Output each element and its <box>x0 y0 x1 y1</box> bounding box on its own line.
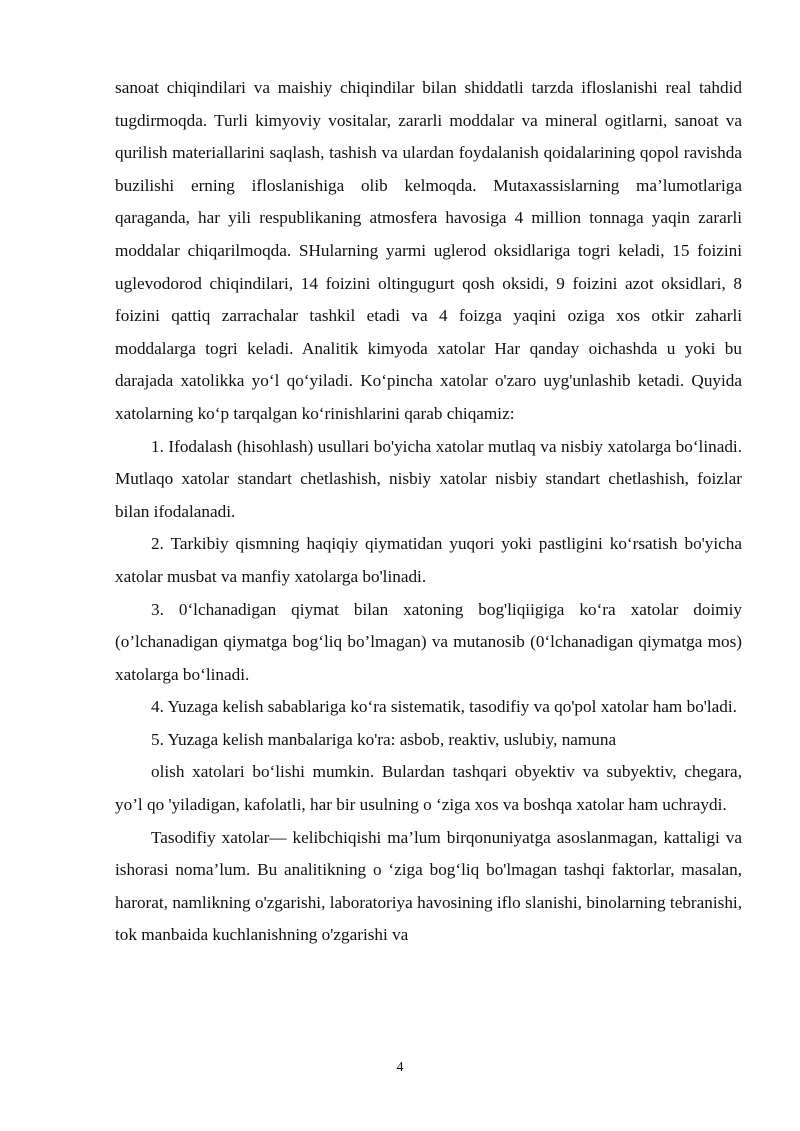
paragraph-item-3: 3. 0‘lchanadigan qiymat bilan xatoning bog'liqiigiga ko‘ra xatolar doimiy (o’lchanadigan qiymatga bog‘liq bo’lmagan) va mutanosib (0‘lchanadigan qiymatga mos) xatolarga bo‘linadi. <box>115 599 742 684</box>
paragraph-item-2: 2. Tarkibiy qismning haqiqiy qiymatidan yuqori yoki pastligini ko‘rsatish bo'yicha xatolar musbat va manfiy xatolarga bo'linadi. <box>115 534 742 586</box>
paragraph-item-5: 5. Yuzaga kelish manbalariga ko'ra: asbob, reaktiv, uslubiy, namuna <box>151 729 617 749</box>
paragraph-random-errors: Tasodifiy xatolar— kelibchiqishi ma’lum birqonuniyatga asoslanmagan, kattaligi va ishorasi noma’lum. Bu analitikning o ‘ziga bog‘liq bo'lmagan tashqi faktorlar, masalan, harorat, namlikning o'zgarishi, laboratoriya havosining iflo slanishi, binolarning tebranishi, tok manbaida kuchlanishning o'zgarishi va <box>115 827 742 945</box>
body-text <box>115 72 742 952</box>
paragraph-item-5-continued: olish xatolari bo‘lishi mumkin. Bulardan tashqari obyektiv va subyektiv, chegara, yo’l qo 'yiladigan, kafolatli, har bir usulning o ‘ziga xos va boshqa xatolar ham uchraydi. <box>115 762 742 815</box>
paragraph-item-1: 1. Ifodalash (hisohlash) usullari bo'yicha xatolar mutlaq va nisbiy xatolarga bo‘linadi. Mutlaqo xatolar standart chetlashish, nisbiy xatolar nisbiy standart chetlashish, foizlar bilan ifodalanadi. <box>115 436 742 521</box>
paragraph-intro: sanoat chiqindilari va maishiy chiqindilar bilan shiddatli tarzda ifloslanishi real tahdid tugdirmoqda. Turli kimyoviy vositalar, zararli moddalar va mineral ogitlarni, sanoat va qurilish materiallarini saqlash, tashish va ulardan foydalanish qoidalarining qopol ravishda buzilishi erning ifloslanishiga olib kelmoqda. Mutaxassislarning ma’lumotlariga qaraganda, har yili respublikaning atmosfera havosiga 4 million tonnaga yaqin zararli moddalar chiqarilmoqda. SHularning yarmi uglerod oksidlariga togri keladi, 15 foizini uglevodorod chiqindilari, 14 foizini oltingugurt qosh oksidi, 9 foizini azot oksidlari, 8 foizini qattiq zarrachalar tashkil etadi va 4 foizga yaqini oziga xos otkir zaharli moddalarga togri keladi. Analitik kimyoda xatolar Har qanday oichashda u yoki bu darajada xatolikka yo‘l qo‘yiladi. Ko‘pincha xatolar o'zaro uyg'unlashib ketadi. Quyida xatolarning ko‘p tarqalgan ko‘rinishlarini qarab chiqamiz: <box>115 78 742 423</box>
page-number: 4 <box>396 1060 404 1075</box>
paragraph-item-4: 4. Yuzaga kelish sabablariga ko‘ra sistematik, tasodifiy va qo'pol xatolar ham bo'ladi. <box>151 697 737 717</box>
